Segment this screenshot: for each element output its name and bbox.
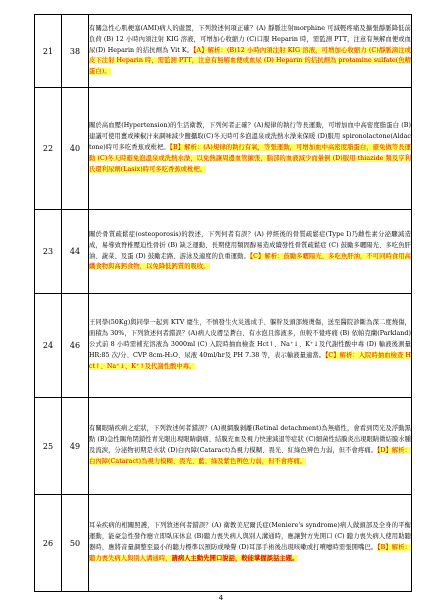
row-index: 21 (35, 15, 62, 88)
question-table (34, 14, 412, 592)
answer-text: 【C】解析：入院時抽血檢查 Hct↑、Na⁺↓、K⁺↑及代謝性酸中毒。 (89, 351, 411, 370)
table-row (35, 495, 412, 592)
answer-text: 【D】解析：白內障(Cataract)為視力模糊、畏光、藍、綠及紫色辨色力弱，但不會疼痛。 (89, 447, 411, 465)
question-number: 40 (62, 88, 89, 210)
row-index: 24 (35, 294, 62, 398)
table-row (35, 15, 412, 88)
question-cell (89, 88, 412, 210)
question-cell (89, 495, 412, 592)
question-text: 關於骨質疏鬆症(osteoporosis)的敘述，下列何者有誤？(A) 停經後的骨質疏鬆症(Type I)乃雌性素分泌驟減造成，易導致脊椎壓迫性骨折 (B) 缺乏運動、長期使用類固醇易造成續發性骨質疏鬆症 (C) 鼓勵多曬陽光、多吃魚肝油、蔬菜、及蛋 (D) 鼓勵走路、游泳及適度的負重運動。 (89, 230, 411, 260)
table-row (35, 210, 412, 294)
question-text: 耳朵疾病的相關照護，下列敘述何者錯誤？(A) 衛教美尼爾氏症(Meniere's syndrome)病人做頭部及全身的平衡運動，能豪急性發作應立即臥床休息 (B)聽力喪失病人與別人溝通時，應讓對方先開口 (C) 聽力喪失病人使用助聽器時，應將音量調整至最小的聽力標準以預防或噪聲 (D)耳部手術後出現咳嗽或打噴嚏時需張開嘴巴。 (89, 522, 411, 551)
answer-text: 【A】解析：(B)12 小時內須注射 KIG 溶液，可增加心收縮力 (C)靜脈滴注或皮下注射 Heparin 時，需監測 PTT，注意有無解血便或血尿 (D) Heparin 的拮抗劑為 protamine sulfate(魚精蛋白)。 (89, 46, 411, 76)
question-number: 49 (62, 398, 89, 495)
question-cell (89, 15, 412, 88)
row-index: 23 (35, 210, 62, 294)
question-text: 關於高血壓(Hypertension)的生活衛教，下列何者正確？(A)規律的執行等長運動，可增加血中高密度脂蛋白 (B)建議可使用薑或辣椒汁來調味減少鹽攝取(C)冬天時可多泡溫泉或洗熱水澡來保暖 (D)服用 spironolactone(Aldactone)時可多吃香蕉或枇杷。 (89, 122, 411, 152)
question-text: 有關眼睛疾病之症狀，下列敘述何者錯誤？(A)視網膜剝離(Retinal detachment)為無痛性，會看到閃光及浮動黑點 (B)急性隅角閉鎖性青光眼出現眼睛劇痛、結膜充血及視力快速減退等症狀 (C)細菌性結膜炎出現眼睛微結膜水腫及流淚，分泌物初期是水狀 (D)白內障(Cataract)為視力模糊、畏光、紅綠色辨色力弱，但不會疼痛。 (89, 425, 411, 454)
table-row (35, 398, 412, 495)
row-index: 26 (35, 495, 62, 592)
question-number: 38 (62, 15, 89, 88)
question-number: 46 (62, 294, 89, 398)
answer-text: 【C】解析：鼓勵多曬陽光、多吃魚肝油，不可同時食用高纖食物與高鈣食物，以免降低鈣質的吸收。 (89, 252, 411, 271)
table-row (35, 88, 412, 210)
question-cell (89, 294, 412, 398)
answer-text: 【B】解析：聽力喪失病人與別人溝通時， (89, 544, 411, 562)
question-cell (89, 210, 412, 294)
table-row (35, 294, 412, 398)
question-text: 王同學(50Kg)與同學一起到 KTV 慶生，不慎發生火災逃成手、軀幹及頭部燒燙傷，送至醫院診斷為深二度燒傷，面積為 30%，下列敘述何者錯誤？(A)病人皮膚呈蒼白、有水泡且滲液多，但較不覺疼痛 (B) 依帕克蘭(Parkland)公式前 8 小時需補充溶液為 3000ml (C) 入院時抽血檢查 Hct↑、Na⁺↓、K⁺↓及代謝性酸中毒 (D) 輸液後測量 HR:85 次/分、CVP 8cm-H₂O、尿液 40ml/hr及 PH 7.38 等，表示輸液量適當。 (89, 319, 411, 359)
row-index: 22 (35, 88, 62, 210)
answer-text: 【B】解析：(A)規律的執行有氧，等張運動，可增加血中高密度脂蛋白，避免做等長運動 (C)冬天時避免泡溫泉或洗熱水澡，以免熱讓周邊血管擴張，腦部的血液減少而暈倒 (D)服用 thiazide 類及亨利氏環利尿劑(Lasix)時可多吃香蕉或枇杷。 (89, 144, 411, 173)
question-number: 44 (62, 210, 89, 294)
question-text: 有關急性心肌梗塞(AMI)病人的處置，下列敘述何項正確？(A) 靜脈注射morphine 可減輕疼痛及擴張靜脈降低前負荷 (B) 12 小時內須注射 KIG 溶液，可增加心收縮力 (C)口服 Heparin 時，需監測 PTT，注意有無解血便或血尿(D) Heparin 的拮抗劑為 Vit K。 (89, 24, 411, 54)
row-index: 25 (35, 398, 62, 495)
answer-emphasis: 請病人主動先開口說話，較能掌握談話主題。 (171, 554, 299, 562)
question-cell (89, 398, 412, 495)
question-number: 50 (62, 495, 89, 592)
page-number: 4 (218, 594, 224, 602)
